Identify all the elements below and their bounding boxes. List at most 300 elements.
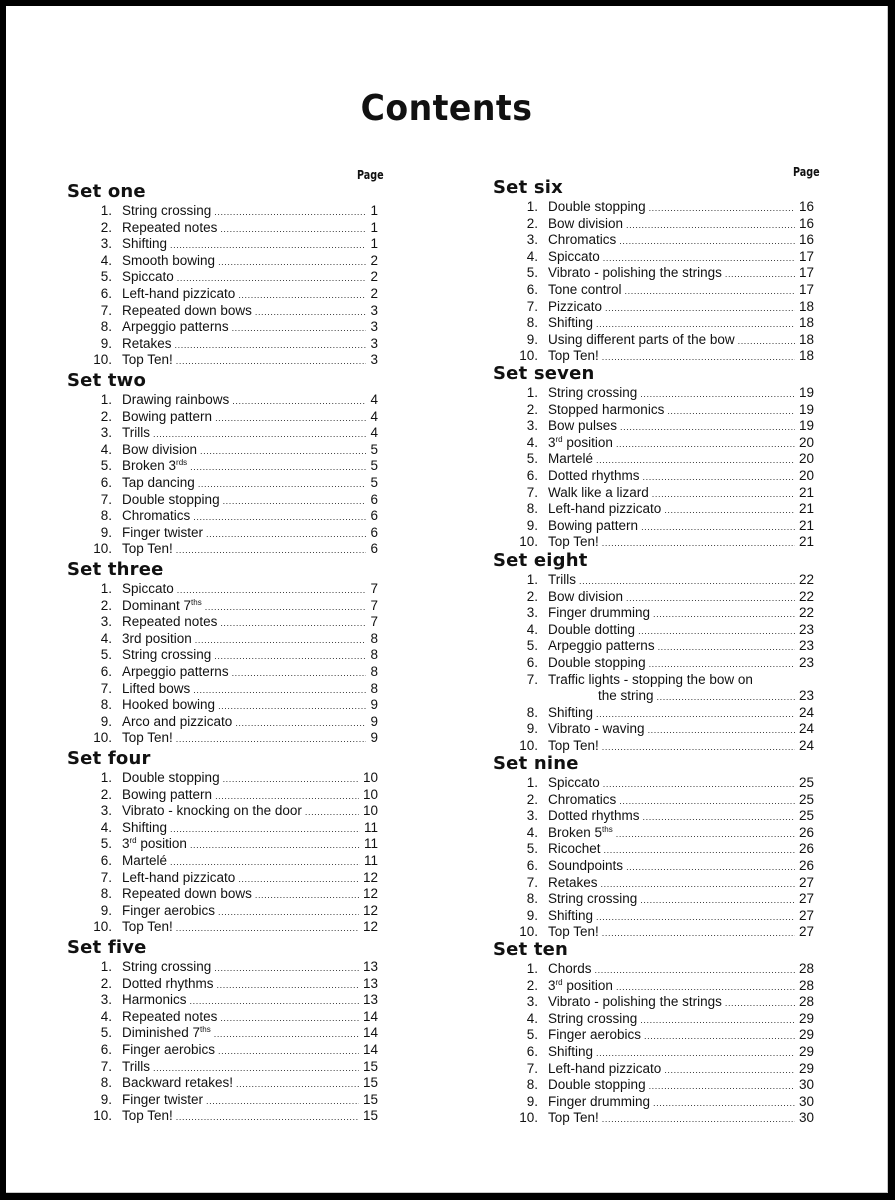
- toc-entry[interactable]: [66, 442, 378, 459]
- toc-entry[interactable]: [66, 286, 378, 303]
- set-section: [66, 748, 388, 936]
- toc-entry[interactable]: [492, 705, 814, 722]
- dot-leader: [206, 1093, 359, 1110]
- dot-leader: [215, 788, 359, 805]
- dot-leader: [200, 443, 366, 460]
- toc-entry[interactable]: [492, 402, 814, 419]
- entry-page-number: 23: [798, 654, 814, 670]
- toc-entry[interactable]: [492, 891, 814, 908]
- toc-entry[interactable]: [66, 919, 378, 936]
- entry-page-number: 27: [798, 924, 814, 940]
- entry-title: [122, 525, 206, 542]
- toc-entry[interactable]: [492, 518, 814, 535]
- entry-number: 8.: [100, 319, 112, 335]
- entry-title-text: Bow division: [548, 215, 624, 231]
- toc-entry[interactable]: [492, 841, 814, 858]
- toc-entry[interactable]: [66, 336, 378, 353]
- entry-title-text: Top Ten!: [122, 919, 173, 935]
- entry-title-text: the string: [598, 688, 654, 704]
- toc-entry[interactable]: [66, 492, 378, 509]
- toc-entry[interactable]: [492, 994, 814, 1011]
- dot-leader: [626, 590, 795, 607]
- toc-entry[interactable]: [492, 858, 814, 875]
- entry-page-number: 3: [370, 302, 378, 318]
- entry-title: [122, 631, 195, 648]
- toc-entry[interactable]: [492, 875, 814, 892]
- toc-entry[interactable]: [492, 282, 814, 299]
- toc-entry[interactable]: [492, 216, 814, 233]
- toc-entry[interactable]: [492, 451, 814, 468]
- toc-entry[interactable]: [66, 1025, 378, 1042]
- dot-leader: [620, 419, 795, 436]
- toc-entry[interactable]: [492, 572, 814, 589]
- entry-title-text: String crossing: [548, 1010, 638, 1026]
- dot-leader: [596, 909, 795, 926]
- entry-title: [122, 730, 176, 747]
- entry-page-number: 5: [370, 474, 378, 490]
- toc-entry[interactable]: [66, 303, 378, 320]
- entry-page-number: 4: [370, 392, 378, 407]
- entry-title: [122, 919, 176, 936]
- entry-page-number: 15: [362, 1075, 378, 1091]
- entry-number: 4.: [526, 1010, 538, 1026]
- dot-leader: [725, 266, 795, 283]
- toc-entry[interactable]: [66, 664, 378, 681]
- entry-list: [492, 961, 824, 1127]
- dot-leader: [640, 892, 795, 909]
- toc-entry[interactable]: [492, 1110, 814, 1127]
- entry-page-number: 8: [370, 680, 378, 696]
- toc-entry[interactable]: [66, 853, 378, 870]
- entry-number: 4.: [100, 252, 112, 268]
- toc-entry[interactable]: [492, 622, 814, 639]
- entry-page-number: 9: [370, 713, 378, 729]
- toc-entry[interactable]: [492, 435, 814, 452]
- toc-entry[interactable]: [66, 269, 378, 286]
- toc-entry[interactable]: [66, 992, 378, 1009]
- dot-leader: [170, 237, 366, 254]
- toc-entry[interactable]: [492, 534, 814, 551]
- entry-page-number: 17: [798, 281, 814, 297]
- entry-number: 9.: [526, 331, 538, 347]
- toc-entry[interactable]: [492, 418, 814, 435]
- toc-entry[interactable]: [66, 903, 378, 920]
- toc-entry[interactable]: [66, 1108, 378, 1125]
- entry-number: 3.: [526, 808, 538, 824]
- entry-number: 10.: [519, 534, 538, 550]
- toc-entry[interactable]: [492, 908, 814, 925]
- entry-number: 1.: [526, 775, 538, 790]
- dot-leader: [579, 573, 795, 590]
- dot-leader: [616, 826, 795, 843]
- entry-number: 4.: [100, 819, 112, 835]
- entry-page-number: 12: [362, 919, 378, 935]
- dot-leader: [205, 599, 367, 616]
- entry-title-text: Stopped harmonics: [548, 401, 665, 417]
- entry-title: [548, 638, 658, 655]
- entry-number: 3.: [100, 236, 112, 252]
- toc-entry[interactable]: [492, 1044, 814, 1061]
- entry-page-number: 25: [798, 791, 814, 807]
- entry-page-number: 30: [798, 1110, 814, 1126]
- toc-entry[interactable]: [66, 820, 378, 837]
- entry-page-number: 15: [362, 1058, 378, 1074]
- dot-leader: [193, 509, 366, 526]
- entry-title-text: Double stopping: [548, 199, 646, 214]
- toc-entry[interactable]: [66, 319, 378, 336]
- toc-entry[interactable]: [492, 688, 814, 705]
- entry-title-text: Martelé: [122, 852, 168, 868]
- entry-page-number: 6: [370, 508, 378, 524]
- entry-title: [122, 853, 170, 870]
- entry-page-number: 18: [798, 331, 814, 347]
- entry-page-number: 21: [798, 484, 814, 500]
- dot-leader: [626, 859, 795, 876]
- entry-title: [548, 315, 596, 332]
- toc-entry[interactable]: [66, 770, 378, 787]
- entry-title: [122, 770, 223, 787]
- toc-entry[interactable]: [66, 253, 378, 270]
- dot-leader: [667, 403, 795, 420]
- toc-entry[interactable]: [66, 475, 378, 492]
- toc-entry[interactable]: [492, 792, 814, 809]
- entry-title: [122, 425, 153, 442]
- entry-title-text: Finger twister: [122, 524, 204, 540]
- set-heading: Set three: [67, 559, 164, 580]
- dot-leader: [177, 270, 367, 287]
- entry-page-number: 12: [362, 886, 378, 902]
- toc-entry[interactable]: [492, 501, 814, 518]
- entry-title-text: Trills: [122, 1058, 150, 1074]
- entry-number: 3.: [100, 614, 112, 630]
- toc-entry[interactable]: [492, 1061, 814, 1078]
- dot-leader: [626, 217, 795, 234]
- toc-entry[interactable]: [492, 978, 814, 995]
- dot-leader: [176, 542, 367, 559]
- toc-entry[interactable]: [66, 581, 378, 598]
- entry-page-number: 30: [798, 1093, 814, 1109]
- entry-page-number: 28: [798, 994, 814, 1010]
- entry-number: 1.: [100, 770, 112, 785]
- entry-page-number: 18: [798, 298, 814, 314]
- entry-page-number: 20: [798, 434, 814, 450]
- entry-page-number: 6: [370, 541, 378, 557]
- entry-title-text: Broken 3: [122, 458, 177, 474]
- set-heading: Set two: [67, 370, 147, 391]
- dot-leader: [232, 320, 367, 337]
- entry-title-text: Finger drumming: [548, 1093, 651, 1109]
- toc-entry[interactable]: [492, 721, 814, 738]
- entry-number: 9.: [100, 524, 112, 540]
- entry-title-text: Top Ten!: [122, 730, 173, 746]
- toc-entry[interactable]: [492, 249, 814, 266]
- dot-leader: [232, 393, 366, 410]
- toc-entry[interactable]: [66, 1075, 378, 1092]
- entry-number: 5.: [526, 638, 538, 654]
- toc-entry[interactable]: [492, 672, 814, 689]
- entry-title: [122, 787, 215, 804]
- entry-title-text: Left-hand pizzicato: [122, 285, 236, 301]
- dot-leader: [170, 854, 360, 871]
- entry-number: 6.: [100, 852, 112, 868]
- entry-title-text: Martelé: [548, 451, 594, 467]
- entry-page-number: 4: [370, 425, 378, 441]
- entry-title: [548, 808, 643, 825]
- entry-title-text-after: position: [562, 434, 613, 450]
- toc-entry[interactable]: [492, 775, 814, 792]
- toc-entry[interactable]: [66, 236, 378, 253]
- entry-title: [122, 508, 193, 525]
- entry-title: [122, 697, 218, 714]
- dot-leader: [664, 1062, 795, 1079]
- toc-entry[interactable]: [66, 220, 378, 237]
- toc-entry[interactable]: [66, 870, 378, 887]
- set-section: [66, 937, 388, 1125]
- entry-title-text: Finger aerobics: [548, 1027, 642, 1043]
- entry-title-text: Chords: [548, 961, 592, 976]
- entry-page-number: 17: [798, 265, 814, 281]
- entry-title: [548, 655, 649, 672]
- toc-entry[interactable]: [492, 1094, 814, 1111]
- entry-page-number: 14: [362, 1025, 378, 1041]
- entry-page-number: 23: [798, 688, 814, 704]
- toc-entry[interactable]: [66, 409, 378, 426]
- toc-entry[interactable]: [492, 299, 814, 316]
- entry-number: 2.: [100, 975, 112, 991]
- toc-entry[interactable]: [66, 203, 378, 220]
- entry-number: 6.: [100, 1041, 112, 1057]
- entry-title-text: Dotted rhythms: [122, 975, 214, 991]
- entry-number: 4.: [100, 441, 112, 457]
- toc-entry[interactable]: [492, 232, 814, 249]
- toc-entry[interactable]: [66, 697, 378, 714]
- entry-number: 3.: [526, 605, 538, 621]
- entry-title: [122, 220, 220, 237]
- entry-page-number: 27: [798, 891, 814, 907]
- dot-leader: [214, 204, 366, 221]
- entry-number: 5.: [100, 647, 112, 663]
- toc-entry[interactable]: [66, 1092, 378, 1109]
- toc-entry[interactable]: [66, 1009, 378, 1026]
- entry-title: [122, 442, 200, 459]
- toc-entry[interactable]: [66, 614, 378, 631]
- entry-title-text: Left-hand pizzicato: [122, 869, 236, 885]
- entry-number: 10.: [519, 737, 538, 753]
- toc-entry[interactable]: [66, 647, 378, 664]
- entry-page-number: 23: [798, 638, 814, 654]
- entry-page-number: 9: [370, 730, 378, 746]
- toc-entry[interactable]: [66, 508, 378, 525]
- entry-title-text: Dotted rhythms: [548, 467, 640, 483]
- toc-entry[interactable]: [492, 468, 814, 485]
- entry-title: [548, 705, 596, 722]
- entry-title-text: Vibrato - polishing the strings: [548, 994, 722, 1010]
- toc-entry[interactable]: [66, 803, 378, 820]
- entry-number: 7.: [526, 671, 538, 687]
- entry-number: 8.: [526, 315, 538, 331]
- toc-entry[interactable]: [492, 332, 814, 349]
- entry-title: [548, 485, 652, 502]
- entry-number: 2.: [100, 219, 112, 235]
- entry-title-text: String crossing: [122, 959, 212, 974]
- entry-number: 9.: [100, 1091, 112, 1107]
- dot-leader: [232, 665, 367, 682]
- toc-entry[interactable]: [492, 825, 814, 842]
- entry-page-number: 6: [370, 491, 378, 507]
- entry-title: [548, 1094, 653, 1111]
- entry-title-text: Repeated down bows: [122, 886, 252, 902]
- toc-entry[interactable]: [492, 199, 814, 216]
- entry-number: 8.: [100, 1075, 112, 1091]
- toc-entry[interactable]: [66, 681, 378, 698]
- toc-entry[interactable]: [492, 315, 814, 332]
- entry-title: [122, 903, 218, 920]
- toc-entry[interactable]: [492, 1011, 814, 1028]
- entry-title-text: Pizzicato: [548, 298, 603, 314]
- toc-entry[interactable]: [66, 352, 378, 369]
- entry-page-number: 22: [798, 605, 814, 621]
- entry-list: [492, 199, 824, 365]
- entry-number: 5.: [526, 1027, 538, 1043]
- entry-title-text: Finger drumming: [548, 605, 651, 621]
- entry-number: 10.: [93, 352, 112, 368]
- toc-entry[interactable]: [66, 1042, 378, 1059]
- entry-title-text: Finger aerobics: [122, 1041, 216, 1057]
- toc-entry[interactable]: [492, 485, 814, 502]
- entry-page-number: 27: [798, 874, 814, 890]
- entry-page-number: 8: [370, 647, 378, 663]
- entry-title-text: Repeated notes: [122, 219, 218, 235]
- entry-number: 6.: [100, 663, 112, 679]
- entry-title: [122, 286, 238, 303]
- dot-leader: [649, 200, 795, 217]
- toc-entry[interactable]: [66, 836, 378, 853]
- toc-entry[interactable]: [492, 1077, 814, 1094]
- set-section: [66, 181, 388, 369]
- entry-number: 7.: [100, 491, 112, 507]
- entry-page-number: 13: [362, 992, 378, 1008]
- entry-page-number: 2: [370, 252, 378, 268]
- toc-entry[interactable]: [66, 976, 378, 993]
- dot-leader: [649, 1078, 795, 1095]
- entry-page-number: 11: [363, 836, 378, 852]
- entry-title-text: Arpeggio patterns: [548, 638, 655, 654]
- toc-entry[interactable]: [492, 638, 814, 655]
- dot-leader: [153, 1060, 359, 1077]
- toc-entry[interactable]: [66, 425, 378, 442]
- toc-entry[interactable]: [492, 808, 814, 825]
- dot-leader: [238, 287, 366, 304]
- entry-page-number: 29: [798, 1043, 814, 1059]
- toc-entry[interactable]: [492, 589, 814, 606]
- toc-entry[interactable]: [66, 959, 378, 976]
- toc-entry[interactable]: [492, 961, 814, 978]
- dot-leader: [217, 977, 359, 994]
- toc-entry[interactable]: [492, 655, 814, 672]
- entry-title: [548, 1027, 644, 1044]
- dot-leader: [218, 698, 366, 715]
- entry-title: [548, 299, 605, 316]
- entry-title: [548, 672, 756, 689]
- entry-page-number: 29: [798, 1060, 814, 1076]
- entry-title-text: Double stopping: [122, 491, 220, 507]
- entry-number: 7.: [526, 484, 538, 500]
- dot-leader: [220, 221, 366, 238]
- toc-entry[interactable]: [66, 714, 378, 731]
- entry-title: [548, 1061, 664, 1078]
- entry-title: [548, 385, 640, 402]
- entry-title-text: Double stopping: [548, 1077, 646, 1093]
- toc-entry[interactable]: [66, 886, 378, 903]
- entry-number: 8.: [526, 1077, 538, 1093]
- set-heading: Set five: [67, 937, 147, 958]
- entry-title-text: Harmonics: [122, 992, 187, 1008]
- entry-number: 10.: [93, 730, 112, 746]
- entry-page-number: 1: [370, 219, 378, 235]
- entry-title: [122, 1009, 220, 1026]
- toc-entry[interactable]: [492, 605, 814, 622]
- entry-title: [548, 792, 619, 809]
- entry-list: [66, 581, 388, 747]
- entry-number: 10.: [93, 541, 112, 557]
- entry-page-number: 14: [362, 1008, 378, 1024]
- dot-leader: [616, 436, 795, 453]
- toc-entry[interactable]: [492, 385, 814, 402]
- dot-leader: [641, 519, 795, 536]
- entry-list: [66, 203, 388, 369]
- entry-title-text: Arpeggio patterns: [122, 319, 229, 335]
- entry-title-text: Bow division: [122, 441, 198, 457]
- entry-title: [548, 908, 596, 925]
- entry-number: 6.: [526, 281, 538, 297]
- entry-page-number: 22: [798, 588, 814, 604]
- entry-title-text: Trills: [122, 425, 150, 441]
- entry-page-number: 26: [798, 824, 814, 840]
- entry-title: [548, 961, 595, 978]
- entry-number: 8.: [526, 501, 538, 517]
- toc-entry[interactable]: [66, 541, 378, 558]
- dot-leader: [255, 304, 367, 321]
- entry-title: [548, 282, 625, 299]
- entry-title: [122, 664, 232, 681]
- entry-title-text: Arco and pizzicato: [122, 713, 233, 729]
- entry-title: [122, 1075, 236, 1092]
- entry-number: 8.: [100, 697, 112, 713]
- entry-title: [548, 1044, 596, 1061]
- entry-title: [548, 605, 653, 622]
- toc-entry[interactable]: [492, 1027, 814, 1044]
- toc-entry[interactable]: [66, 458, 378, 475]
- entry-title: [122, 541, 176, 558]
- entry-page-number: 23: [798, 621, 814, 637]
- toc-entry[interactable]: [66, 787, 378, 804]
- toc-entry[interactable]: [492, 265, 814, 282]
- toc-entry[interactable]: [66, 1059, 378, 1076]
- entry-page-number: 28: [798, 977, 814, 993]
- toc-entry[interactable]: [66, 525, 378, 542]
- toc-entry[interactable]: [66, 730, 378, 747]
- entry-title-text: Lifted bows: [122, 680, 191, 696]
- entry-number: 6.: [100, 474, 112, 490]
- entry-number: 2.: [526, 588, 538, 604]
- toc-entry[interactable]: [66, 631, 378, 648]
- entry-title: [548, 1011, 640, 1028]
- toc-entry[interactable]: [66, 598, 378, 615]
- toc-entry[interactable]: [66, 392, 378, 409]
- entry-title: [122, 976, 217, 993]
- dot-leader: [223, 493, 367, 510]
- entry-page-number: 20: [798, 467, 814, 483]
